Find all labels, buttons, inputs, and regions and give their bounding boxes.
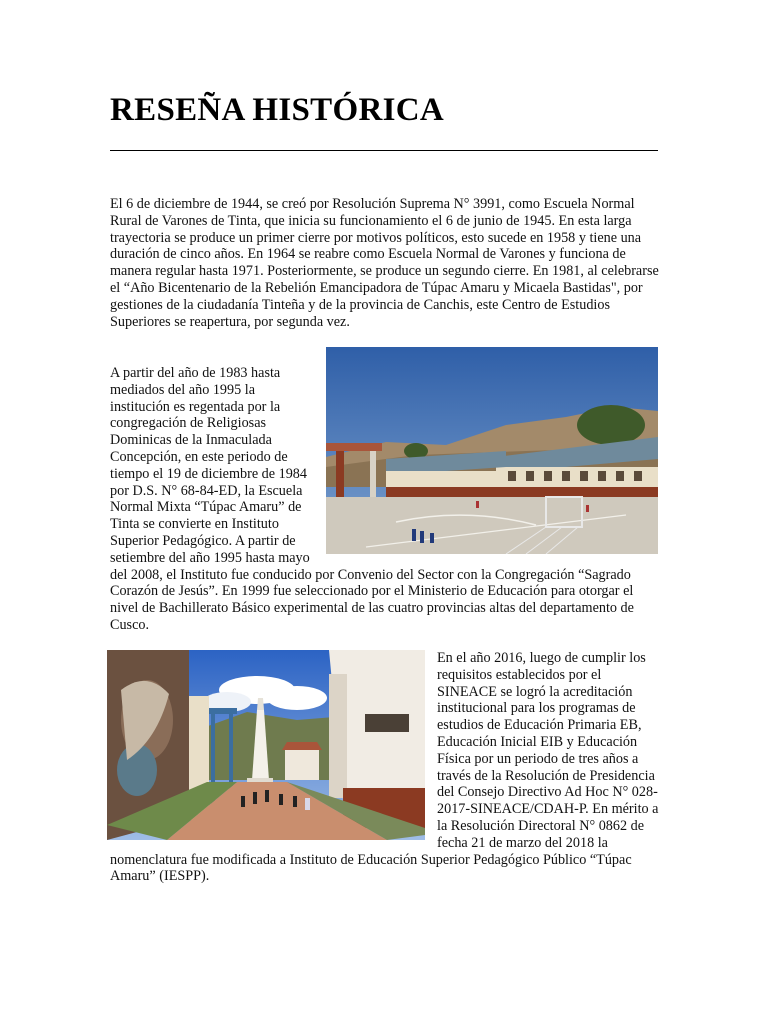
- page-title: RESEÑA HISTÓRICA: [110, 92, 444, 128]
- section-with-left-photo: [110, 650, 660, 885]
- paragraph-foundation: El 6 de diciembre de 1944, se creó por Resolución Suprema N° 3991, como Escuela Normal Rural de Varones de Tinta, que inicia su funcionamiento el 6 de junio de 1945. En esta larga trayectoria se produce un primer cierre por motivos políticos, esto sucede en 1958 y tiene una duración de cinco años. En 1964 se reabre como Escuela Normal de Varones y funciona de manera regular hasta 1971. Posteriormente, se produce un segundo cierre. En 1981, al celebrarse el “Año Bicentenario de la Rebelión Emancipadora de Túpac Amaru y Micaela Bastidas", por gestiones de la ciudadanía Tinteña y de la provincia de Canchis, este Centro de Estudios Superiores se reapertura, por segunda vez.: [110, 196, 659, 330]
- campus-walkway-photo: [107, 650, 425, 840]
- campus-courtyard-photo: [326, 347, 658, 554]
- paragraph-accreditation: En el año 2016, luego de cumplir los requisitos establecidos por el SINEACE se logró la acreditación institucional para los programas de estudios de Educación Primaria EB, Educación Inicial EIB y Educación Física por un periodo de tres años a través de la Resolución de Presidencia del Consejo Directivo Ad Hoc N° 028-2017-SINEACE/CDAH-P. En mérito a la Resolución Directoral N° 0862 de fecha 21 de marzo del 2018 la nomenclatura fue modificada a Instituto de Educación Superior Pedagógico Público “Túpac Amaru” (IESPP).: [110, 650, 659, 885]
- section-with-right-photo: [110, 365, 658, 634]
- title-divider: [110, 150, 658, 151]
- paragraph-religious-period: A partir del año de 1983 hasta mediados del año 1995 la institución es regentada por la congregación de Religiosas Dominicas de la Inmaculada Concepción, en este periodo de tiempo el 19 de diciembre de 1984 por D.S. N° 68-84-ED, la Escuela Normal Mixta “Túpac Amaru” de Tinta se convierte en Instituto Superior Pedagógico. A partir de setiembre del año 1995 hasta mayo del 2008, el Instituto fue conducido por Convenio del Sector con la Congregación “Sagrado Corazón de Jesús”. En 1999 fue seleccionado por el Ministerio de Educación para otorgar el nivel de Bachillerato Básico experimental de las cuatro provincias altas del departamento de Cusco.: [110, 365, 634, 633]
